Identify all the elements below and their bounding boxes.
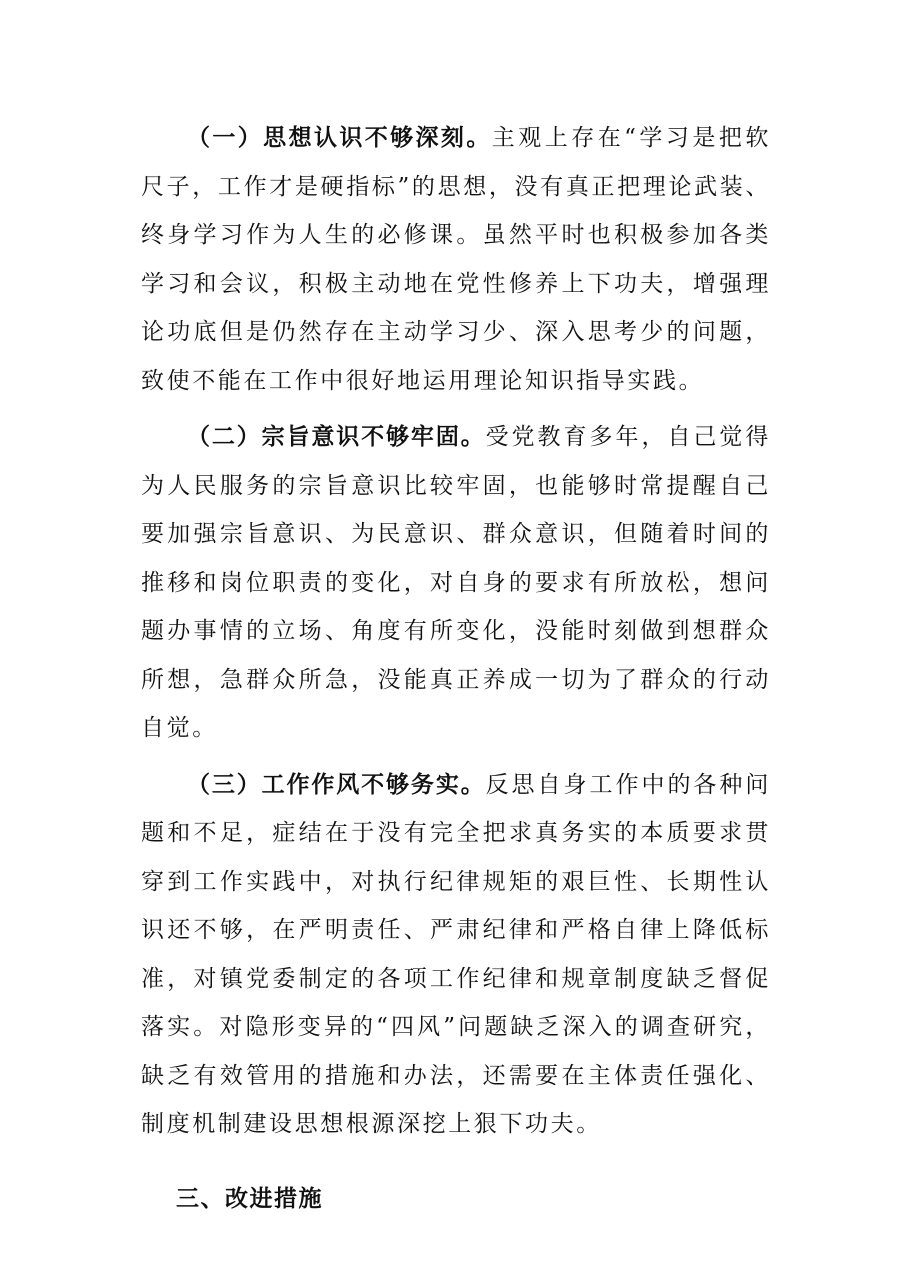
paragraph-text: 主观上存在“学习是把软尺子，工作才是硬指标”的思想，没有真正把理论武装、终身学习作为人生的必修课。虽然平时也积极参加各类学习和会议，积极主动地在党性修养上下功夫，增强理论功底但是仍然存在主动学习少、深入思考少的问题，致使不能在工作中很好地运用理论知识指导实践。: [141, 125, 772, 394]
paragraph-text: 受党教育多年，自己觉得为人民服务的宗旨意识比较牢固，也能够时常提醒自己要加强宗旨意识、为民意识、群众意识，但随着时间的推移和岗位职责的变化，对自身的要求有所放松，想问题办事情的立场、角度有所变化，没能时刻做到想群众所想，急群众所急，没能真正养成一切为了群众的行动自觉。: [141, 424, 771, 741]
paragraph-heading: （一）思想认识不够深刻。: [187, 125, 492, 151]
section-heading: 三、改进措施: [176, 1185, 323, 1212]
paragraph-heading: （三）工作作风不够务实。: [187, 771, 486, 798]
paragraph-heading: （二）宗旨意识不够牢固。: [187, 424, 486, 450]
paragraph-ideological-awareness: [141, 114, 771, 405]
paragraph-purpose-awareness: [141, 413, 771, 753]
document-body: [141, 114, 771, 1223]
paragraph-work-style: [141, 761, 771, 1149]
paragraph-text: 反思自身工作中的各种问题和不足，症结在于没有完全把求真务实的本质要求贯穿到工作实践中，对执行纪律规矩的艰巨性、长期性认识还不够，在严明责任、严肃纪律和严格自律上降低标准，对镇党委制定的各项工作纪律和规章制度缺乏督促落实。对隐形变异的“四风”问题缺乏深入的调查研究，缺乏有效管用的措施和办法，还需要在主体责任强化、制度机制建设思想根源深挖上狠下功夫。: [141, 771, 771, 1137]
